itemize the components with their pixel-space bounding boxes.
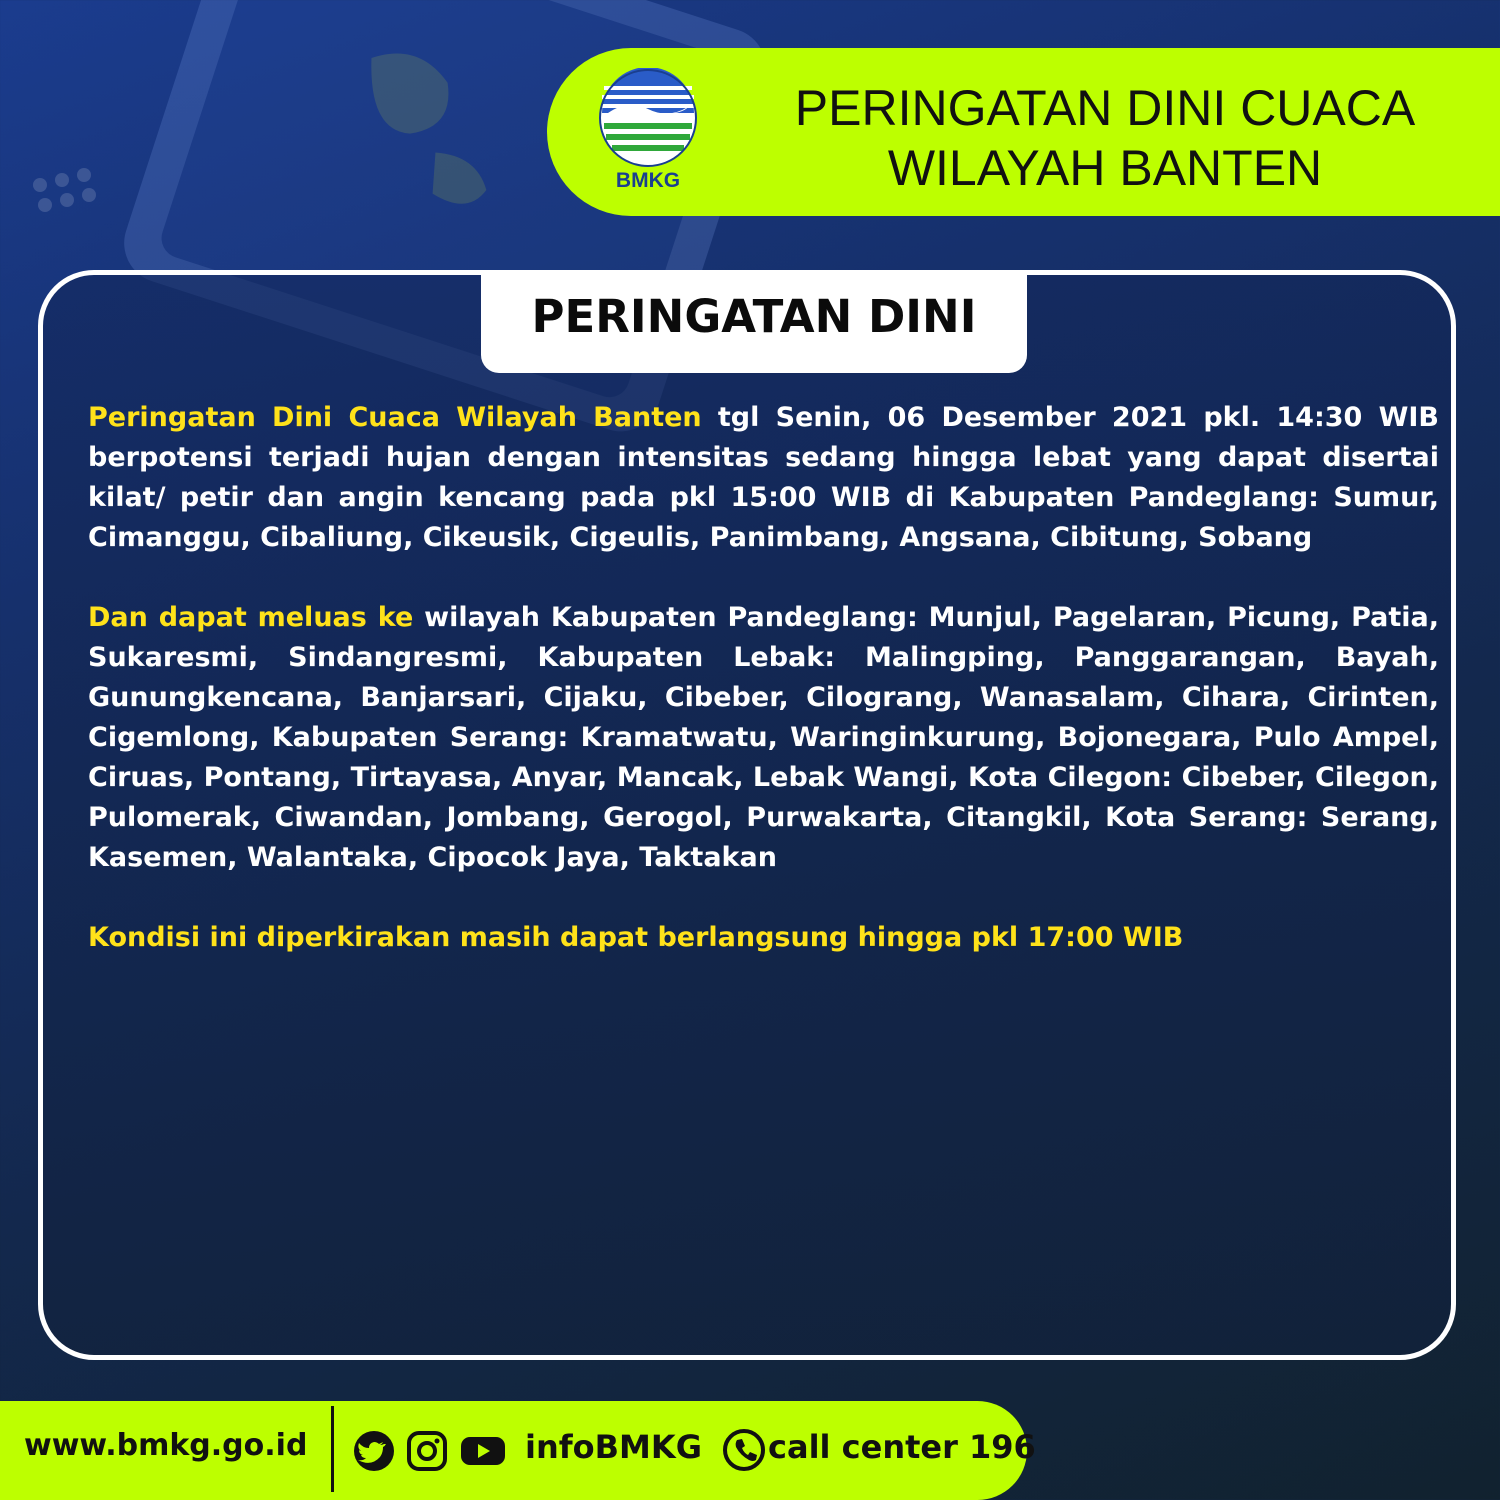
title-line-2: WILAYAH BANTEN — [887, 140, 1323, 196]
paragraph-1-text: tgl Senin, 06 Desember 2021 pkl. 14:30 WIB berpotensi terjadi hujan dengan intensitas sedang hingga lebat yang dapat disertai kilat/ petir dan angin kencang pada pkl 15:00 WIB di Kabupaten Pandeglang: Sumur, Cimanggu, Cibaliung, Cikeusik, Cigeulis, Panimbang, Angsana, Cibitung, Sobang — [88, 402, 1439, 553]
warning-content — [88, 398, 1439, 998]
website-link[interactable]: www.bmkg.go.id — [24, 1428, 308, 1463]
page-title — [760, 78, 1450, 198]
highlight-extend: Dan dapat meluas ke — [88, 602, 414, 633]
footer-divider — [331, 1406, 334, 1492]
bmkg-logo-icon — [598, 68, 698, 168]
warning-paragraph-2 — [88, 598, 1439, 878]
call-center-number[interactable]: call center 196 — [768, 1428, 1036, 1466]
instagram-icon[interactable] — [406, 1430, 448, 1472]
warning-paragraph-3: Kondisi ini diperkirakan masih dapat berlangsung hingga pkl 17:00 WIB — [88, 922, 1184, 953]
paragraph-2-text: wilayah Kabupaten Pandeglang: Munjul, Pagelaran, Picung, Patia, Sukaresmi, Sindangresmi, Kabupaten Lebak: Malingping, Panggarangan, Bayah, Gunungkencana, Banjarsari, Cijaku, Cibeber, Cilograng, Wanasalam, Cihara, Cirinten, Cigemlong, Kabupaten Serang: Kramatwatu, Waringinkurung, Bojonegara, Pulo Ampel, Ciruas, Pontang, Tirtayasa, Anyar, Mancak, Lebak Wangi, Kota Cilegon: Cibeber, Cilegon, Pulomerak, Ciwandan, Jombang, Gerogol, Purwakarta, Citangkil, Kota Serang: Serang, Kasemen, Walantaka, Cipocok Jaya, Taktakan — [88, 602, 1439, 873]
logo-text: BMKG — [615, 169, 681, 192]
youtube-icon[interactable] — [459, 1430, 507, 1472]
phone-icon — [722, 1428, 766, 1472]
warning-paragraph-1 — [88, 398, 1439, 558]
highlight-title: Peringatan Dini Cuaca Wilayah Banten — [88, 402, 702, 433]
panel-tab-title: PERINGATAN DINI — [481, 270, 1027, 373]
title-line-1: PERINGATAN DINI CUACA — [794, 80, 1416, 136]
bmkg-logo — [598, 68, 698, 192]
social-handle[interactable]: infoBMKG — [525, 1428, 702, 1466]
twitter-icon[interactable] — [353, 1430, 395, 1472]
